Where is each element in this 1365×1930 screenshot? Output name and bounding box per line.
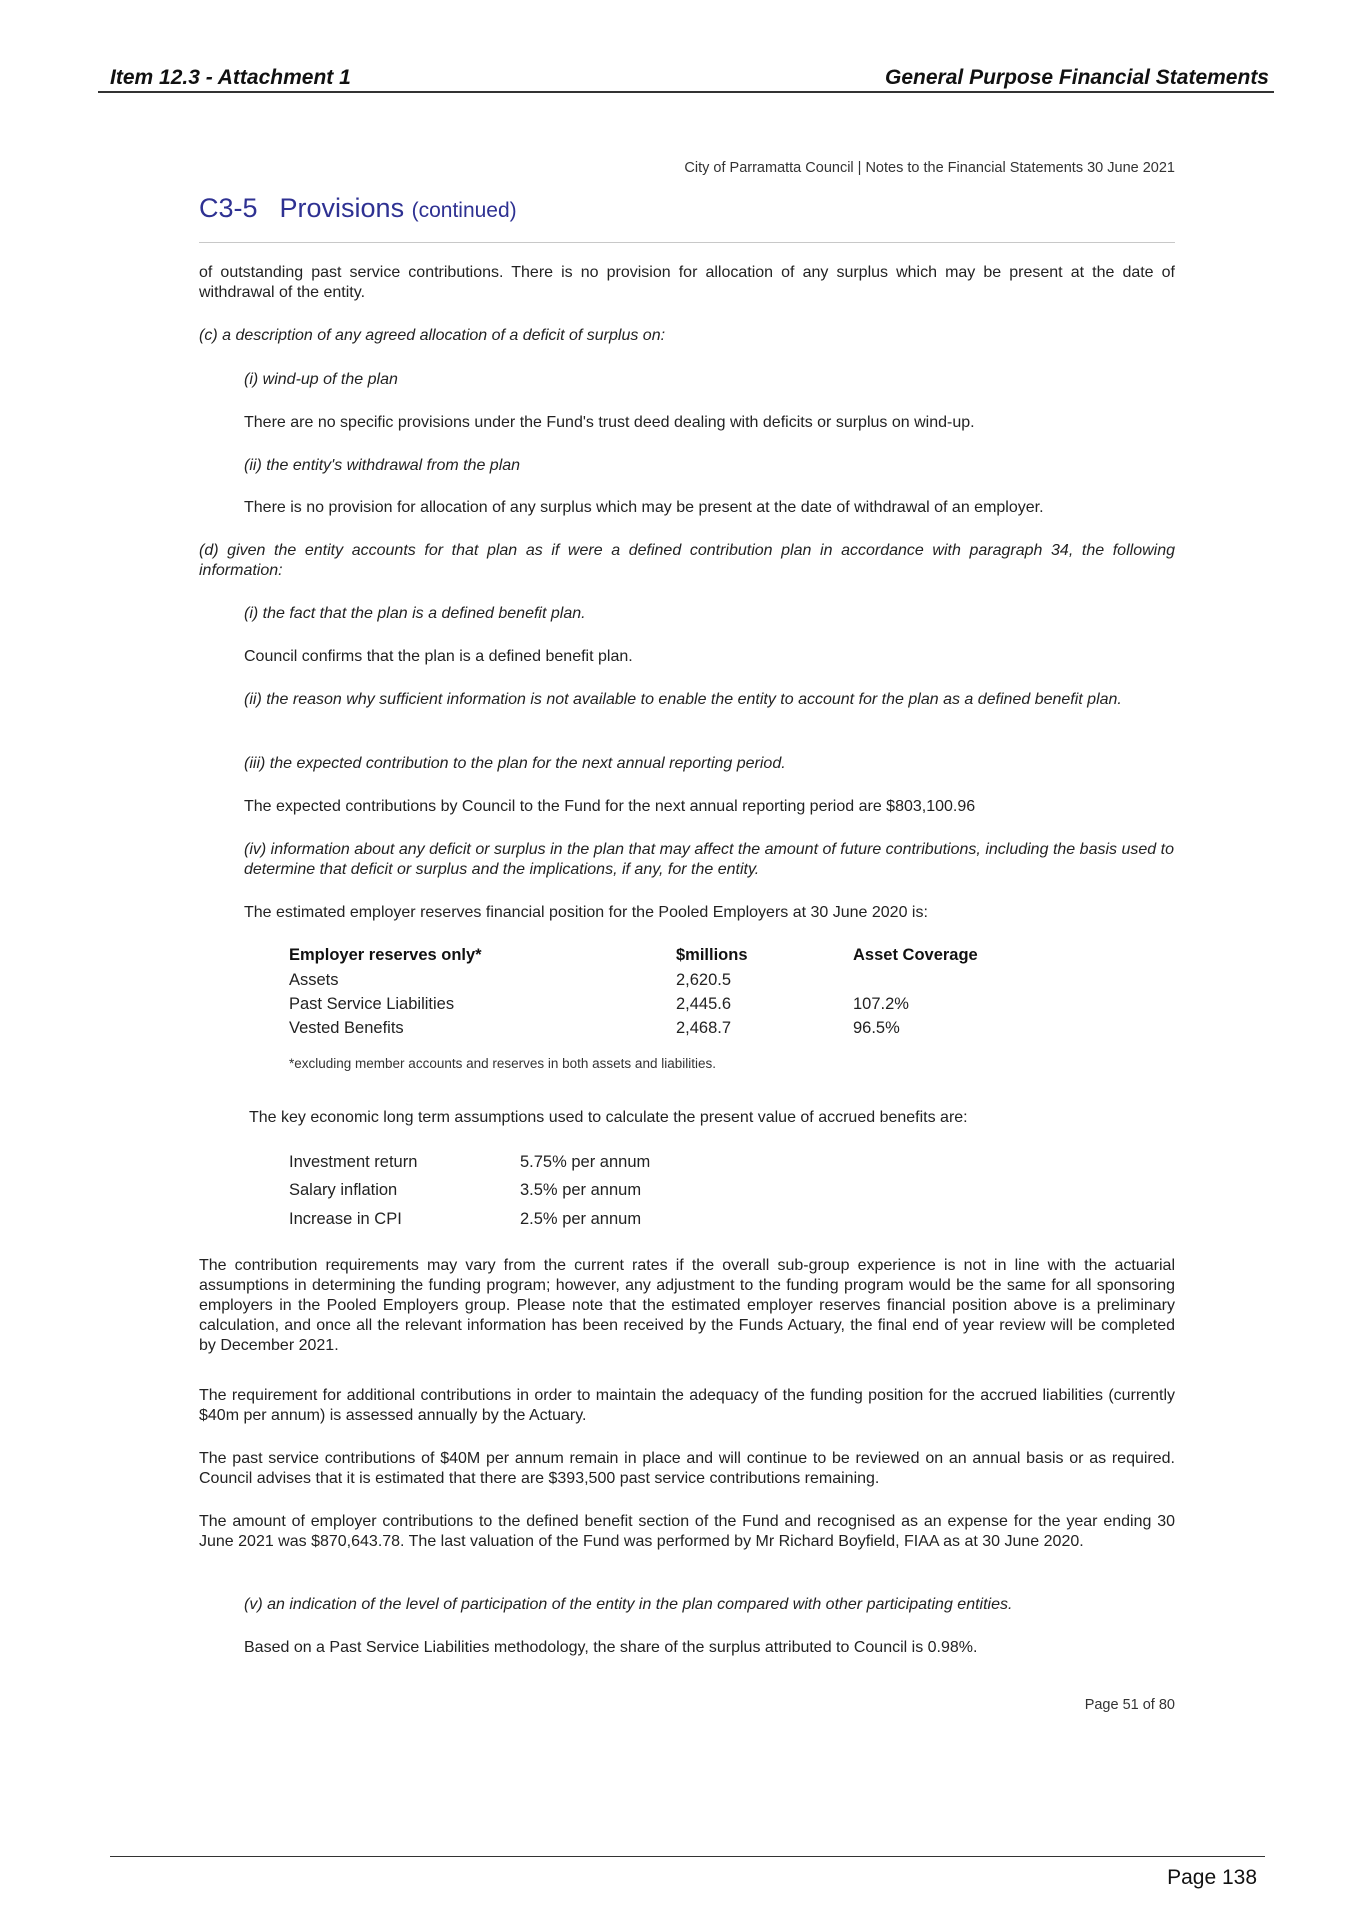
table-header: $millions [676, 946, 748, 964]
item-d-ii: (ii) the reason why sufficient information is not available to enable the entity to account for the plan as a defined benefit plan. [244, 691, 1122, 708]
table-cell: 2,445.6 [676, 995, 732, 1013]
item-d-iii: (iii) the expected contribution to the plan for the next annual reporting period. [244, 755, 786, 772]
item-d-heading: (d) given the entity accounts for that plan as if were a defined contribution plan in accordance with paragraph 34, the following information: [199, 542, 1175, 579]
table-cell: Vested Benefits [289, 1019, 404, 1037]
assumption-value: 3.5% per annum [520, 1181, 642, 1199]
assumption-value: 5.75% per annum [520, 1153, 651, 1171]
item-d-i-text: Council confirms that the plan is a defined benefit plan. [244, 648, 633, 665]
item-d-iv: (iv) information about any deficit or surplus in the plan that may affect the amount of future contributions, including the basis used to determine that deficit or surplus and the implications, if any, for the entity. [244, 841, 1174, 878]
item-v-text: Based on a Past Service Liabilities methodology, the share of the surplus attributed to Council is 0.98%. [244, 1639, 978, 1656]
header-divider [98, 91, 1274, 93]
item-c-ii: (ii) the entity's withdrawal from the plan [244, 457, 521, 474]
section-number: C3-5 [199, 193, 258, 223]
table-cell: 2,468.7 [676, 1019, 732, 1037]
paragraph-additional-contributions: The requirement for additional contributions in order to maintain the adequacy of the funding position for the accrued liabilities (currently $40m per annum) is assessed annually by the Actuary. [199, 1387, 1175, 1424]
table-header: Asset Coverage [853, 946, 978, 964]
section-title: Provisions [279, 193, 405, 223]
document-type-label: General Purpose Financial Statements [885, 66, 1269, 89]
item-d-i: (i) the fact that the plan is a defined benefit plan. [244, 605, 586, 622]
item-d-iii-text: The expected contributions by Council to the Fund for the next annual reporting period are $803,100.96 [244, 798, 976, 815]
item-c-ii-text: There is no provision for allocation of any surplus which may be present at the date of withdrawal of an employer. [244, 499, 1044, 516]
section-heading [199, 193, 517, 224]
footer-divider [110, 1856, 1265, 1857]
table-cell: 107.2% [853, 995, 909, 1013]
assumptions-intro: The key economic long term assumptions used to calculate the present value of accrued benefits are: [249, 1109, 968, 1126]
item-c-i-text: There are no specific provisions under the Fund's trust deed dealing with deficits or surplus on wind-up. [244, 414, 975, 431]
section-continued: (continued) [411, 199, 517, 222]
paragraph-withdrawal: of outstanding past service contributions. There is no provision for allocation of any surplus which may be present at the date of withdrawal of the entity. [199, 264, 1175, 301]
assumption-label: Salary inflation [289, 1181, 398, 1199]
table-cell: 96.5% [853, 1019, 900, 1037]
table-header: Employer reserves only* [289, 946, 482, 964]
paragraph-employer-contributions: The amount of employer contributions to the defined benefit section of the Fund and recognised as an expense for the year ending 30 June 2021 was $870,643.78. The last valuation of the Fund was performed by Mr Richard Boyfield, FIAA as at 30 June 2020. [199, 1513, 1175, 1550]
paragraph-past-service: The past service contributions of $40M per annum remain in place and will continue to be reviewed on an annual basis or as required. Council advises that it is estimated that there are $393,500 past service contributions remaining. [199, 1450, 1175, 1487]
table-cell: 2,620.5 [676, 971, 732, 989]
item-c-heading: (c) a description of any agreed allocation of a deficit of surplus on: [199, 327, 666, 344]
table-cell: Assets [289, 971, 339, 989]
assumption-value: 2.5% per annum [520, 1210, 642, 1228]
reserves-intro: The estimated employer reserves financial position for the Pooled Employers at 30 June 2020 is: [244, 904, 928, 921]
table-cell: Past Service Liabilities [289, 995, 455, 1013]
assumption-label: Increase in CPI [289, 1210, 402, 1228]
page-number-footer: Page 138 [1167, 1866, 1257, 1889]
assumption-label: Investment return [289, 1153, 418, 1171]
section-divider [199, 242, 1175, 243]
item-c-i: (i) wind-up of the plan [244, 371, 398, 388]
page-number-local: Page 51 of 80 [1084, 1697, 1175, 1713]
item-v-heading: (v) an indication of the level of participation of the entity in the plan compared with other participating entities. [244, 1596, 1013, 1613]
table-footnote: *excluding member accounts and reserves in both assets and liabilities. [289, 1056, 716, 1071]
paragraph-contribution-requirements: The contribution requirements may vary from the current rates if the overall sub-group experience is not in line with the actuarial assumptions in determining the funding program; however, any adjustment to the funding program would be the same for all sponsoring employers in the Pooled Employers group. Please note that the estimated employer reserves financial position above is a preliminary calculation, and once all the relevant information has been received by the Funds Actuary, the final end of year review will be completed by December 2021. [199, 1257, 1175, 1354]
document-subheader: City of Parramatta Council | Notes to the Financial Statements 30 June 2021 [684, 160, 1175, 176]
attachment-label: Item 12.3 - Attachment 1 [110, 66, 351, 89]
